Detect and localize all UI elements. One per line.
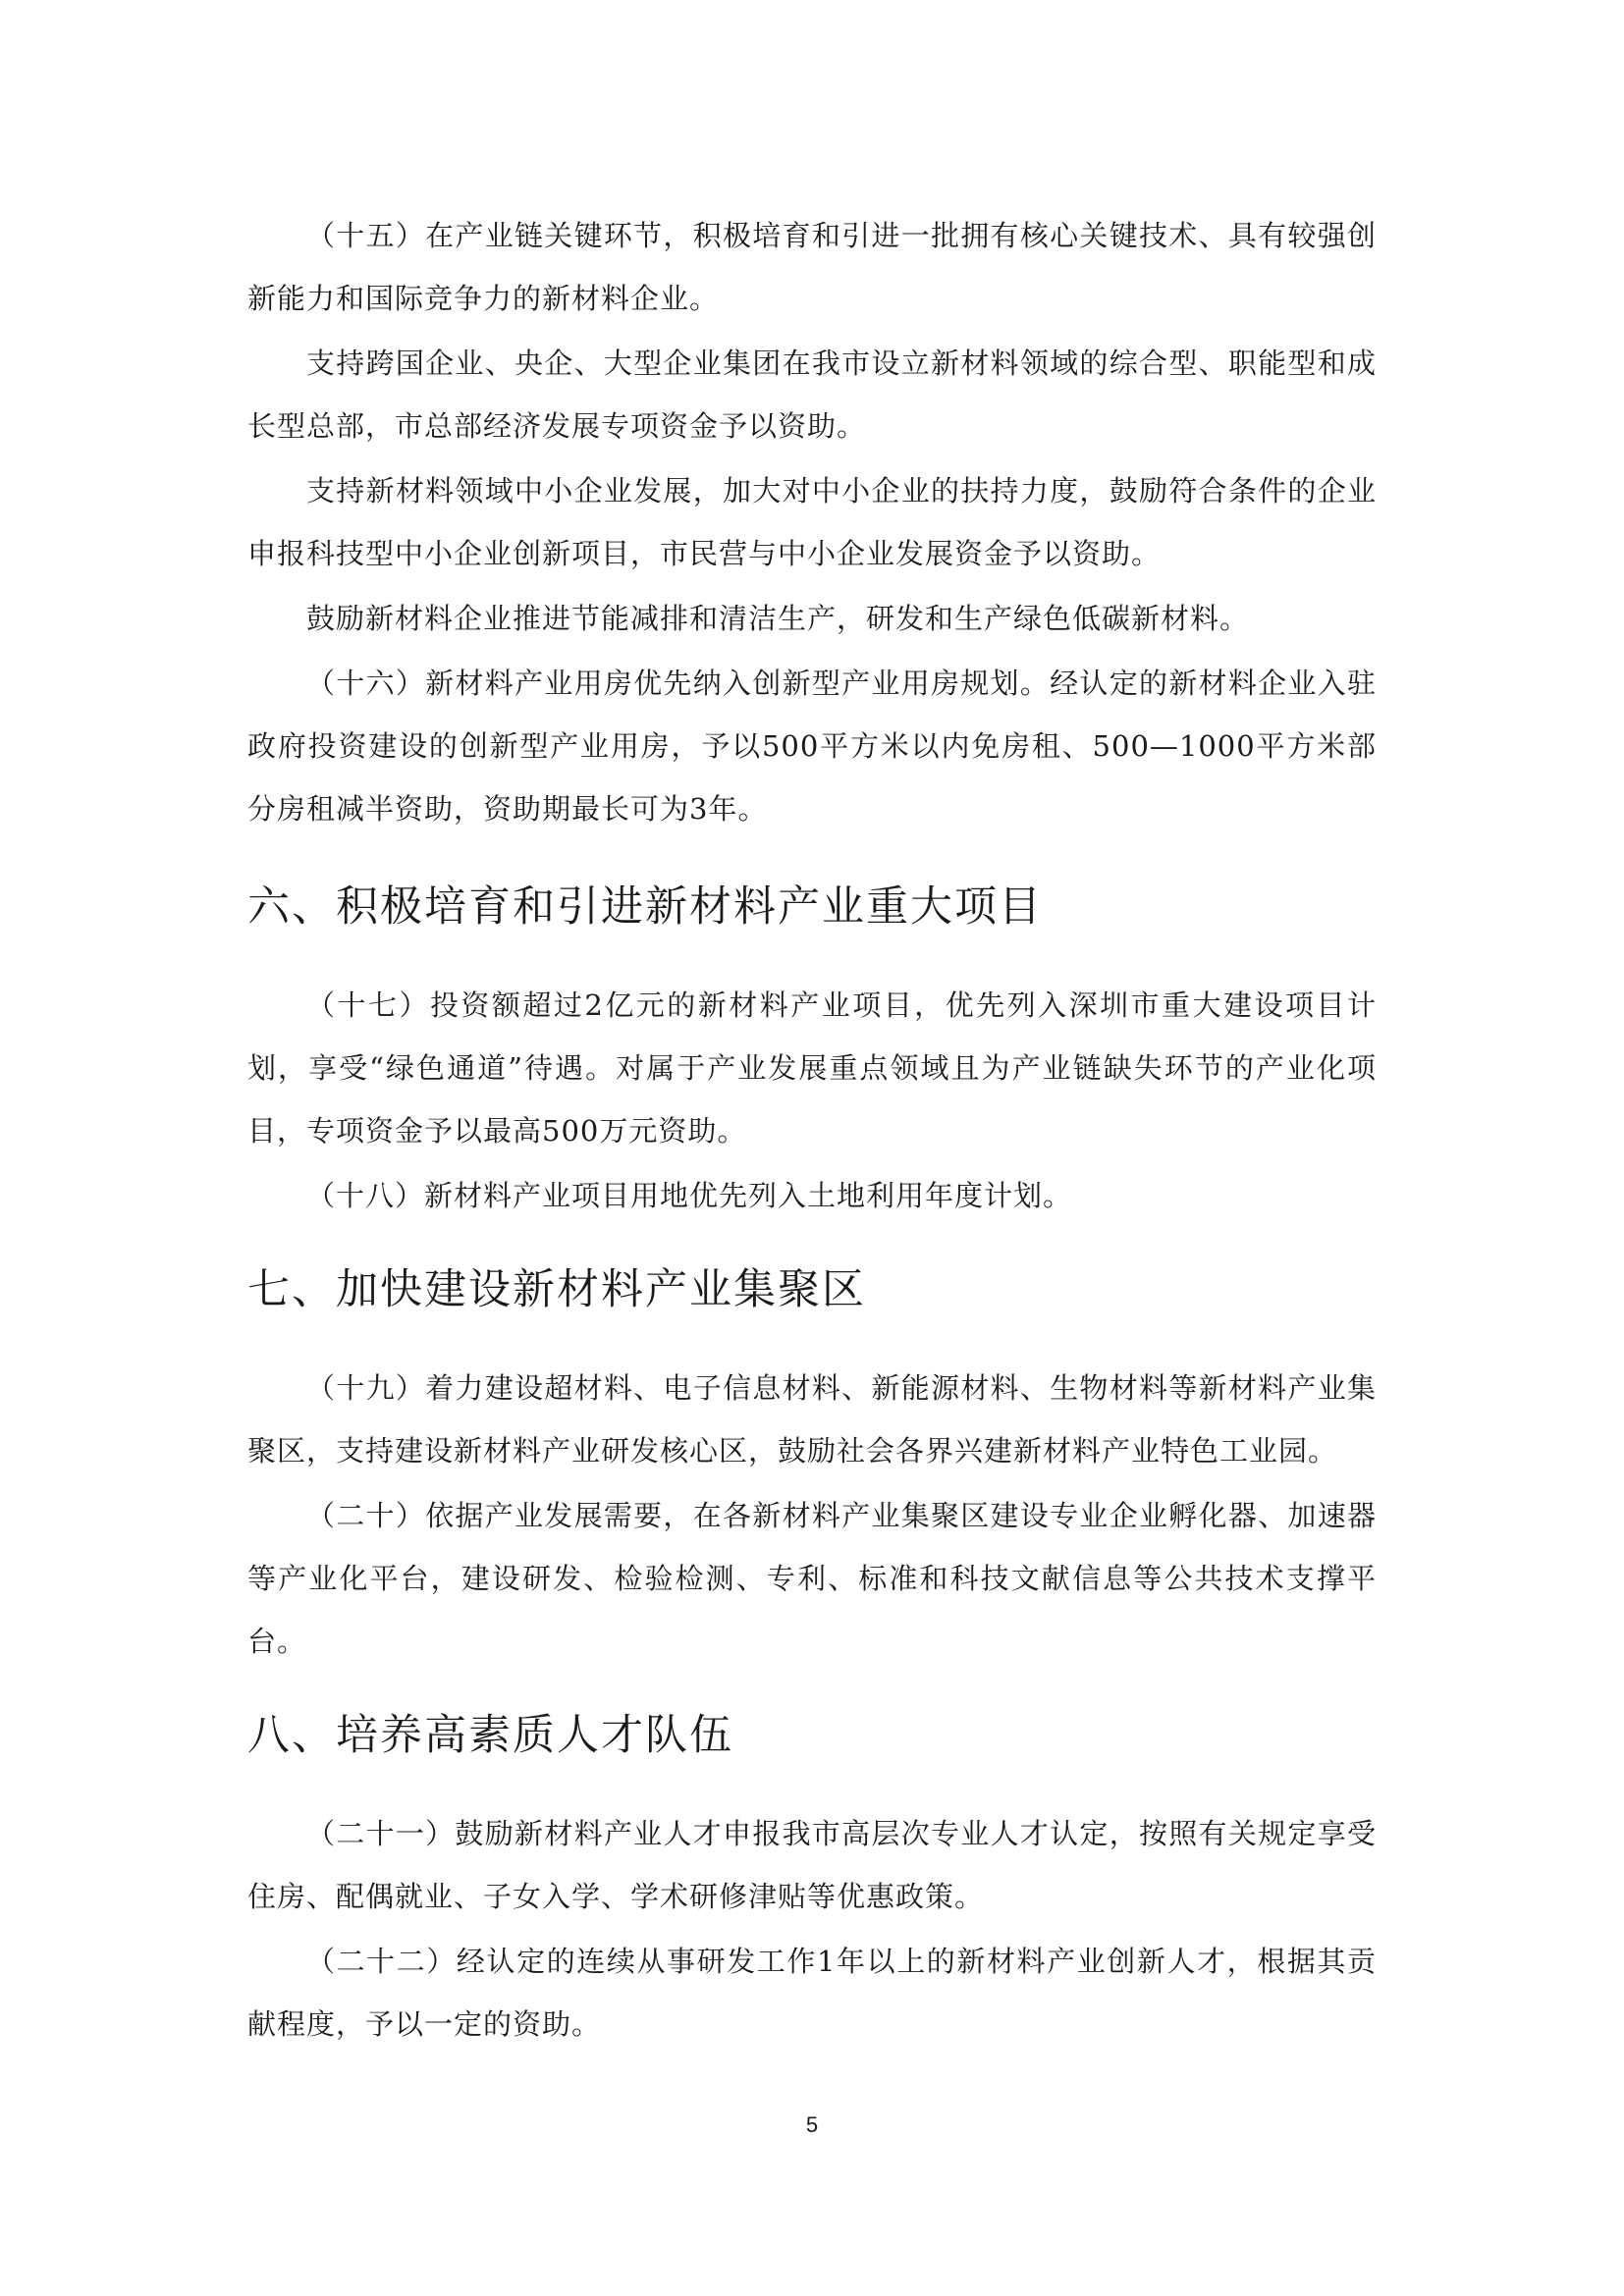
paragraph-16: （十六）新材料产业用房优先纳入创新型产业用房规划。经认定的新材料企业入驻政府投资建设的创新型产业用房，予以500平方米以内免房租、500—1000平方米部分房租减半资助，资助期最长可为3年。 xyxy=(247,667,1377,826)
paragraph-15: （十五）在产业链关键环节，积极培育和引进一批拥有核心关键技术、具有较强创新能力和国际竞争力的新材料企业。 xyxy=(247,219,1377,315)
paragraph-sme-support: 支持新材料领域中小企业发展，加大对中小企业的扶持力度，鼓励符合条件的企业申报科技型中小企业创新项目，市民营与中小企业发展资金予以资助。 xyxy=(247,474,1377,570)
paragraph-21: （二十一）鼓励新材料产业人才申报我市高层次专业人才认定，按照有关规定享受住房、配偶就业、子女入学、学术研修津贴等优惠政策。 xyxy=(247,1817,1377,1913)
paragraph-22: （二十二）经认定的连续从事研发工作1年以上的新材料产业创新人才，根据其贡献程度，予以一定的资助。 xyxy=(247,1945,1377,2041)
paragraph-green: 鼓励新材料企业推进节能减排和清洁生产，研发和生产绿色低碳新材料。 xyxy=(306,602,1250,635)
paragraph-hq-support: 支持跨国企业、央企、大型企业集团在我市设立新材料领域的综合型、职能型和成长型总部，市总部经济发展专项资金予以资助。 xyxy=(247,347,1377,443)
page-number: 5 xyxy=(805,2112,819,2137)
section-6-heading: 六、积极培育和引进新材料产业重大项目 xyxy=(247,882,1043,932)
paragraph-18: （十八）新材料产业项目用地优先列入土地利用年度计划。 xyxy=(306,1179,1073,1212)
section-7-heading: 七、加快建设新材料产业集聚区 xyxy=(247,1265,866,1314)
paragraph-19: （十九）着力建设超材料、电子信息材料、新能源材料、生物材料等新材料产业集聚区，支持建设新材料产业研发核心区，鼓励社会各界兴建新材料产业特色工业园。 xyxy=(247,1371,1377,1468)
paragraph-17: （十七）投资额超过2亿元的新材料产业项目，优先列入深圳市重大建设项目计划，享受“绿色通道”待遇。对属于产业发展重点领域且为产业链缺失环节的产业化项目，专项资金予以最高500万元资助。 xyxy=(247,988,1377,1148)
paragraph-20: （二十）依据产业发展需要，在各新材料产业集聚区建设专业企业孵化器、加速器等产业化平台，建设研发、检验检测、专利、标准和科技文献信息等公共技术支撑平台。 xyxy=(247,1499,1377,1658)
section-8-heading: 八、培养高素质人才队伍 xyxy=(247,1711,733,1760)
document-body xyxy=(247,204,1377,2056)
